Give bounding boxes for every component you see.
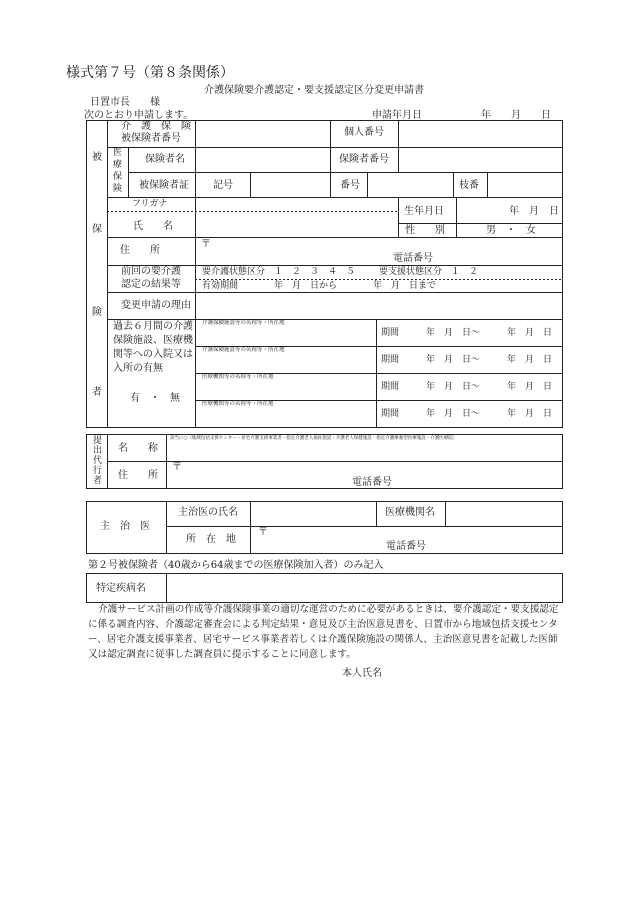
past-6m-label: 過去６月間の介護 (113, 321, 193, 332)
agent-side-char: 行 (93, 466, 103, 476)
postal-mark: 〒 (258, 527, 268, 538)
past-6m-label: 入所の有無 (113, 363, 163, 374)
birth-label: 生年月日 (404, 206, 444, 217)
agent-name-label: 名 称 (118, 443, 158, 454)
insurer-name-label: 保険者名 (145, 154, 185, 165)
valid-period-field[interactable]: 有効期間 年 月 日から 年 月 日まで (202, 281, 437, 291)
agent-side-char: 出 (93, 446, 103, 456)
doctor-label: 主 治 医 (100, 521, 150, 532)
sex-label: 性 別 (405, 225, 445, 236)
facility-note: 介護保険施設等の名称等・所在地 (202, 347, 285, 353)
agent-note: 該当に○（地域包括支援センター・居宅介護支援事業者・指定介護老人福祉施設・介護老人保健施設・指定介護療養型医療施設・介護医療院） (170, 436, 458, 441)
medical-side-char: 保 (113, 172, 123, 182)
prev-result-label: 認定の結果等 (121, 279, 181, 290)
insured-card-label: 被保険者証 (139, 180, 189, 191)
agent-phone-label: 電話番号 (352, 477, 392, 488)
change-reason-field[interactable] (197, 294, 561, 318)
medical-side-char: 険 (113, 184, 123, 194)
side-char: 険 (92, 307, 102, 318)
signature-label: 本人氏名 (342, 668, 382, 679)
agent-side-char: 代 (93, 456, 103, 466)
prev-result-label: 前回の要介護 (121, 266, 181, 277)
institution-label: 医療機関名 (385, 507, 435, 518)
medical-side-char: 療 (113, 160, 123, 170)
period-field[interactable]: 年 月 日〜 年 月 日 (426, 355, 553, 365)
period-label: 期間 (381, 409, 400, 419)
side-char: 者 (92, 387, 102, 398)
insured-no-label: 介 護 保 険 (121, 121, 191, 132)
facility-note: 医療機関等の名称等・所在地 (202, 374, 274, 380)
doctor-phone-label: 電話番号 (386, 541, 426, 552)
support-level-options[interactable]: 要支援状態区分 １ ２ (379, 267, 479, 277)
symbol-label: 記号 (213, 180, 233, 191)
postal-mark: 〒 (172, 462, 182, 473)
side-char: 被 (92, 152, 102, 163)
agent-side-char: 者 (93, 476, 103, 486)
branch-label: 枝番 (459, 180, 479, 191)
doctor-name-label: 主治医の氏名 (178, 507, 238, 518)
phone-label: 電話番号 (393, 253, 433, 264)
disease-field[interactable] (168, 575, 561, 601)
birth-field[interactable]: 年 月 日 (509, 206, 559, 217)
period-field[interactable]: 年 月 日〜 年 月 日 (426, 409, 553, 419)
facility-note: 医療機関等の名称等・所在地 (202, 401, 274, 407)
furigana-label: フリガナ (132, 199, 168, 209)
location-label: 所 在 地 (186, 534, 236, 545)
number-field[interactable] (369, 174, 452, 196)
personal-no-label: 個人番号 (344, 127, 384, 138)
form-number: 様式第７号（第８条関係） (66, 65, 234, 81)
agent-address-label: 住 所 (118, 470, 158, 481)
side-char: 保 (92, 224, 102, 235)
insurer-name-field[interactable] (197, 149, 329, 171)
period-field[interactable]: 年 月 日〜 年 月 日 (426, 328, 553, 338)
personal-no-field[interactable] (400, 122, 561, 146)
medical-side-char: 医 (113, 148, 123, 158)
apply-date-label: 申請年月日 (372, 110, 422, 121)
insured-no-field[interactable] (197, 122, 329, 146)
doctor-name-field[interactable] (252, 503, 375, 525)
insured-no-label: 被保険者番号 (121, 133, 181, 144)
symbol-field[interactable] (252, 174, 329, 196)
intro-text: 次のとおり申請します。 (84, 110, 194, 121)
care-level-options[interactable]: 要介護状態区分 １ ２ ３ ４ ５ (202, 267, 356, 277)
insurer-no-field[interactable] (400, 149, 561, 171)
period-field[interactable]: 年 月 日〜 年 月 日 (426, 382, 553, 392)
type2-note: 第２号被保険者（40歳から64歳までの医療保険加入者）のみ記入 (88, 560, 384, 571)
consent-text: 介護サービス計画の作成等介護保険事業の適切な運営のために必要があるときは、要介護認定・要支援認定に係る調査内容、介護認定審査会による判定結果・意見及び主治医意見書を、日置市から地域包括支援センター、居宅介護支援事業者、居宅サービス事業者若しくは介護保険施設の関係人、主治医意見書を記載した医師又は認定調査に従事した調査員に提示することに同意します。 (88, 604, 559, 660)
past-6m-label: 関等への入院又は (113, 349, 193, 360)
institution-field[interactable] (447, 503, 561, 525)
facility-note: 介護保険施設等の名称等・所在地 (202, 320, 285, 326)
sex-options[interactable]: 男 ・ 女 (486, 225, 536, 236)
insurer-no-label: 保険者番号 (339, 154, 389, 165)
addressee: 日置市長 様 (90, 97, 160, 108)
number-label: 番号 (340, 180, 360, 191)
period-label: 期間 (381, 328, 400, 338)
signature-field[interactable] (392, 664, 562, 680)
agent-address-field[interactable] (183, 463, 561, 476)
period-label: 期間 (381, 382, 400, 392)
disease-label: 特定疾病名 (96, 583, 146, 594)
name-label: 氏 名 (133, 221, 173, 232)
past-6m-label: 保険施設、医療機 (113, 335, 193, 346)
change-reason-label: 変更申請の理由 (121, 300, 191, 311)
agent-name-field[interactable] (168, 444, 561, 460)
address-field[interactable] (212, 239, 561, 252)
name-field[interactable] (197, 213, 397, 236)
address-label: 住 所 (120, 245, 160, 256)
has-none-options[interactable]: 有 ・ 無 (130, 393, 180, 404)
period-label: 期間 (381, 355, 400, 365)
apply-date-field[interactable]: 年 月 日 (481, 110, 551, 121)
location-field[interactable] (269, 528, 561, 540)
furigana-field[interactable] (197, 199, 397, 210)
form-title: 介護保険要介護認定・要支援認定区分変更申請書 (204, 85, 424, 96)
branch-field[interactable] (489, 174, 561, 196)
agent-side-char: 提 (93, 436, 103, 446)
postal-mark: 〒 (201, 239, 211, 250)
